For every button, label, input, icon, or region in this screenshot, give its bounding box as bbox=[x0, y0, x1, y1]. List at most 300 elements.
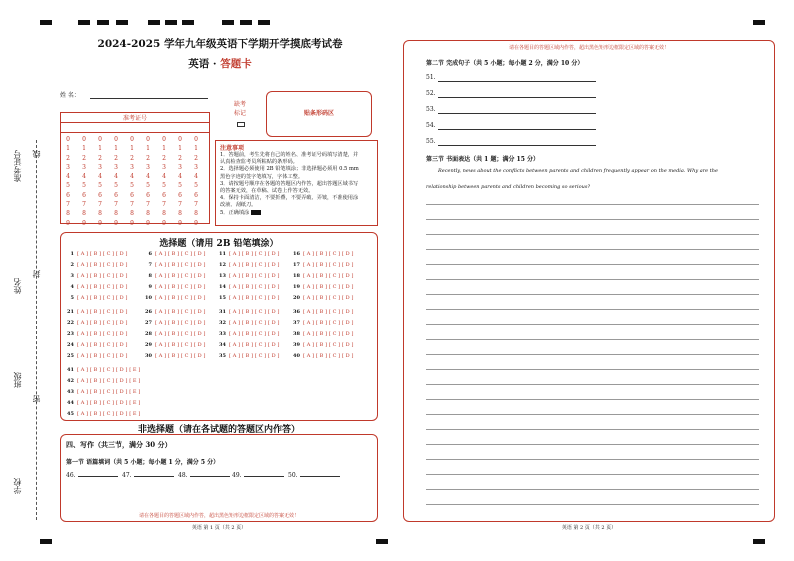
essay-line bbox=[426, 459, 759, 460]
digit: 1 bbox=[114, 145, 118, 153]
part2-title: 第二节 完成句子（共 5 小题；每小题 2 分，满分 10 分） bbox=[426, 60, 584, 67]
mc-row[interactable] bbox=[142, 284, 206, 290]
sentence-51[interactable] bbox=[426, 74, 436, 81]
digit: 4 bbox=[66, 173, 70, 181]
mc-row[interactable] bbox=[290, 331, 354, 337]
mc-row[interactable] bbox=[64, 389, 140, 395]
q-options: [ A ] [ B ] [ C ] [ D ] bbox=[303, 353, 354, 359]
mc-row[interactable] bbox=[290, 262, 354, 268]
writing-prompt-line1: Recently, news about the conflicts between parents and children frequently appear on the media. Why are the bbox=[438, 168, 718, 174]
q-options: [ A ] [ B ] [ C ] [ D ] bbox=[155, 284, 206, 290]
q-options: [ A ] [ B ] [ C ] [ D ] bbox=[229, 295, 280, 301]
q-num: 5 bbox=[70, 295, 74, 301]
mc-row[interactable] bbox=[216, 284, 280, 290]
mc-row[interactable] bbox=[216, 331, 280, 337]
blank-48[interactable] bbox=[178, 472, 230, 479]
digit: 3 bbox=[98, 163, 102, 171]
digit: 8 bbox=[114, 210, 118, 218]
essay-line bbox=[426, 444, 759, 445]
registration-mark bbox=[165, 20, 177, 25]
digit: 8 bbox=[98, 210, 102, 218]
digit: 6 bbox=[194, 191, 198, 199]
mc-row[interactable] bbox=[216, 342, 280, 348]
digit-column[interactable] bbox=[143, 135, 153, 228]
q-options: [ A ] [ B ] [ C ] [ D ] bbox=[303, 262, 354, 268]
q-options: [ A ] [ B ] [ C ] [ D ] bbox=[303, 320, 354, 326]
absent-label: 缺考标记 bbox=[234, 101, 247, 117]
blank-num: 47. bbox=[122, 472, 132, 479]
q-options: [ A ] [ B ] [ C ] [ D ] bbox=[303, 251, 354, 257]
digit: 7 bbox=[194, 201, 198, 209]
sentence-num: 53. bbox=[426, 106, 436, 113]
q-num: 25 bbox=[67, 353, 74, 359]
subtitle-suffix: 答题卡 bbox=[220, 58, 252, 70]
page-title: 2024-2025 学年九年级英语下学期开学摸底考试卷 bbox=[97, 38, 343, 50]
writing-section-title: 四、写作（共三节，满分 30 分） bbox=[66, 440, 172, 449]
digit: 6 bbox=[130, 191, 134, 199]
q-num: 3 bbox=[70, 273, 74, 279]
sentence-line bbox=[438, 81, 596, 82]
q-num: 9 bbox=[148, 284, 152, 290]
digit-column[interactable] bbox=[95, 135, 105, 228]
mc-row[interactable] bbox=[64, 331, 128, 337]
blank-49[interactable] bbox=[232, 472, 284, 479]
q-num: 45 bbox=[67, 411, 74, 417]
digit: 7 bbox=[178, 201, 182, 209]
digit: 4 bbox=[194, 173, 198, 181]
registration-mark bbox=[148, 20, 160, 25]
side-label-seal2: 密 bbox=[32, 395, 41, 403]
digit: 1 bbox=[82, 145, 86, 153]
q-options: [ A ] [ B ] [ C ] [ D ] bbox=[303, 284, 354, 290]
sentence-num: 52. bbox=[426, 90, 436, 97]
essay-line bbox=[426, 324, 759, 325]
note-line: 3．请按题号顺序在各题的答题区内作答，超出答题区域书写 bbox=[220, 180, 359, 187]
registration-mark bbox=[753, 539, 765, 544]
q-num: 40 bbox=[293, 353, 300, 359]
page1-warning: 请在各题目的答题区域内作答，超出黑色矩形边框限定区域的答案无效！ bbox=[138, 513, 299, 519]
q-options: [ A ] [ B ] [ C ] [ D ] bbox=[77, 251, 128, 257]
digit: 0 bbox=[114, 136, 118, 143]
digit: 2 bbox=[130, 154, 134, 162]
q-num: 43 bbox=[67, 389, 74, 395]
side-label-line: 线 bbox=[32, 150, 41, 158]
q-num: 12 bbox=[219, 262, 226, 268]
blank-line bbox=[244, 476, 284, 477]
sentence-line bbox=[438, 129, 596, 130]
registration-mark bbox=[376, 539, 388, 544]
registration-mark bbox=[182, 20, 194, 25]
part1-title: 第一节 语篇填词（共 5 小题；每小题 1 分，满分 5 分） bbox=[66, 459, 220, 466]
q-options: [ A ] [ B ] [ C ] [ D ] bbox=[155, 331, 206, 337]
mc-row[interactable] bbox=[216, 273, 280, 279]
mc-row[interactable] bbox=[64, 320, 128, 326]
sentence-53[interactable] bbox=[426, 106, 436, 113]
mc-row[interactable] bbox=[64, 400, 140, 406]
essay-line bbox=[426, 294, 759, 295]
digit: 1 bbox=[146, 145, 150, 153]
digit: 0 bbox=[194, 136, 198, 143]
q-options: [ A ] [ B ] [ C ] [ D ] bbox=[155, 262, 206, 268]
mc-row[interactable] bbox=[64, 284, 128, 290]
digit: 8 bbox=[162, 210, 166, 218]
digit: 5 bbox=[66, 182, 70, 190]
q-options: [ A ] [ B ] [ C ] [ D ] bbox=[155, 251, 206, 257]
mc-row[interactable] bbox=[64, 262, 128, 268]
subtitle-prefix: 英语 bbox=[188, 58, 210, 70]
mc-row[interactable] bbox=[216, 320, 280, 326]
mc-row[interactable] bbox=[64, 353, 128, 359]
digit: 9 bbox=[114, 219, 118, 227]
ticket-number-label: 准考证号 bbox=[122, 115, 147, 122]
q-options: [ A ] [ B ] [ C ] [ D ] bbox=[229, 251, 280, 257]
mc-row[interactable] bbox=[64, 295, 128, 301]
blank-line bbox=[190, 476, 230, 477]
page2-warning: 请在各题目的答题区域内作答，超出黑色矩形边框限定区域的答案无效！ bbox=[508, 45, 669, 51]
digit: 9 bbox=[82, 219, 86, 227]
blank-num: 46. bbox=[66, 472, 76, 479]
q-options: [ A ] [ B ] [ C ] [ D ] [ E ] bbox=[77, 400, 141, 406]
mc-row[interactable] bbox=[64, 273, 128, 279]
registration-mark bbox=[240, 20, 252, 25]
digit: 4 bbox=[146, 173, 150, 181]
digit-column[interactable] bbox=[127, 135, 137, 228]
q-options: [ A ] [ B ] [ C ] [ D ] bbox=[77, 309, 128, 315]
registration-mark bbox=[78, 20, 90, 25]
digit: 1 bbox=[162, 145, 166, 153]
mc-row[interactable] bbox=[290, 320, 354, 326]
mc-row[interactable] bbox=[216, 295, 280, 301]
q-options: [ A ] [ B ] [ C ] [ D ] bbox=[229, 284, 280, 290]
digit: 0 bbox=[178, 136, 182, 143]
digit: 3 bbox=[146, 163, 150, 171]
essay-line bbox=[426, 399, 759, 400]
digit: 2 bbox=[162, 154, 166, 162]
digit: 6 bbox=[66, 191, 70, 199]
mc-row[interactable] bbox=[142, 251, 206, 257]
q-options: [ A ] [ B ] [ C ] [ D ] bbox=[229, 309, 280, 315]
digit: 5 bbox=[178, 182, 182, 190]
digit-column[interactable] bbox=[79, 135, 89, 228]
essay-line bbox=[426, 354, 759, 355]
sentence-num: 55. bbox=[426, 138, 436, 145]
note-line: 认真检查监考员所粘贴的条形码。 bbox=[220, 159, 298, 166]
q-num: 14 bbox=[219, 284, 226, 290]
digit: 6 bbox=[146, 191, 150, 199]
q-num: 41 bbox=[67, 367, 74, 373]
mc-row[interactable] bbox=[142, 295, 206, 301]
digit: 5 bbox=[130, 182, 134, 190]
mc-row[interactable] bbox=[290, 273, 354, 279]
mc-row[interactable] bbox=[216, 262, 280, 268]
q-num: 18 bbox=[293, 273, 300, 279]
note-line: 黑色字迹的签字笔填写，字体工整。 bbox=[220, 173, 304, 180]
q-num: 11 bbox=[219, 251, 226, 257]
q-num: 36 bbox=[293, 309, 300, 315]
note-line: 改液、刮纸刀。 bbox=[220, 202, 257, 209]
digit: 2 bbox=[98, 154, 102, 162]
subtitle-dot: · bbox=[209, 58, 221, 70]
q-num: 39 bbox=[293, 342, 300, 348]
q-options: [ A ] [ B ] [ C ] [ D ] bbox=[155, 353, 206, 359]
mc-row[interactable] bbox=[64, 367, 140, 373]
q-options: [ A ] [ B ] [ C ] [ D ] bbox=[77, 342, 128, 348]
q-num: 22 bbox=[67, 320, 74, 326]
note-line: 1．答题前，考生先将自己的姓名、准考证号码填写清楚，并 bbox=[220, 152, 359, 158]
blank-line bbox=[78, 476, 118, 477]
sentence-line bbox=[438, 97, 596, 98]
digit: 3 bbox=[114, 163, 118, 171]
digit-column[interactable] bbox=[63, 135, 73, 228]
digit: 0 bbox=[66, 136, 70, 143]
name-field[interactable] bbox=[90, 98, 208, 99]
q-options: [ A ] [ B ] [ C ] [ D ] bbox=[303, 295, 354, 301]
mc-row[interactable] bbox=[142, 331, 206, 337]
blank-num: 48. bbox=[178, 472, 188, 479]
digit: 2 bbox=[114, 154, 118, 162]
mc-row[interactable] bbox=[142, 320, 206, 326]
side-label-school: 学校 bbox=[13, 478, 22, 494]
blank-num: 50. bbox=[288, 472, 298, 479]
registration-mark bbox=[40, 20, 52, 25]
q-num: 17 bbox=[293, 262, 300, 268]
digit: 3 bbox=[66, 163, 70, 171]
digit: 8 bbox=[130, 210, 134, 218]
essay-line bbox=[426, 249, 759, 250]
q-num: 30 bbox=[145, 353, 152, 359]
digit: 7 bbox=[130, 201, 134, 209]
sentence-55[interactable] bbox=[426, 138, 436, 145]
q-num: 4 bbox=[70, 284, 74, 290]
blank-47[interactable] bbox=[122, 472, 174, 479]
q-options: [ A ] [ B ] [ C ] [ D ] bbox=[77, 284, 128, 290]
page1-footer: 英语 第 1 页（共 2 页） bbox=[191, 525, 247, 531]
q-num: 8 bbox=[148, 273, 152, 279]
digit: 9 bbox=[130, 219, 134, 227]
sentence-52[interactable] bbox=[426, 90, 436, 97]
q-num: 31 bbox=[219, 309, 226, 315]
note-line: 的答案无效，在草稿、试卷上作答无效。 bbox=[220, 188, 314, 195]
side-label-name: 姓名 bbox=[13, 278, 22, 294]
q-options: [ A ] [ B ] [ C ] [ D ] bbox=[229, 353, 280, 359]
q-options: [ A ] [ B ] [ C ] [ D ] bbox=[303, 342, 354, 348]
sentence-54[interactable] bbox=[426, 122, 436, 129]
blank-50[interactable] bbox=[288, 472, 340, 479]
side-label-ticket: 准考证号 bbox=[13, 150, 22, 182]
q-num: 15 bbox=[219, 295, 226, 301]
registration-mark bbox=[97, 20, 109, 25]
digit: 2 bbox=[66, 154, 70, 162]
digit-column[interactable] bbox=[111, 135, 121, 228]
blank-46[interactable] bbox=[66, 472, 118, 479]
mc-row[interactable] bbox=[142, 309, 206, 315]
q-options: [ A ] [ B ] [ C ] [ D ] bbox=[229, 262, 280, 268]
q-options: [ A ] [ B ] [ C ] [ D ] bbox=[155, 295, 206, 301]
digit: 6 bbox=[98, 191, 102, 199]
registration-mark bbox=[116, 20, 128, 25]
q-options: [ A ] [ B ] [ C ] [ D ] bbox=[303, 309, 354, 315]
essay-line bbox=[426, 219, 759, 220]
mc-row[interactable] bbox=[64, 342, 128, 348]
q-num: 28 bbox=[145, 331, 152, 337]
q-num: 1 bbox=[70, 251, 74, 257]
blank-line bbox=[134, 476, 174, 477]
mc-row[interactable] bbox=[290, 251, 354, 257]
essay-line bbox=[426, 234, 759, 235]
mc-row[interactable] bbox=[290, 284, 354, 290]
digit: 7 bbox=[98, 201, 102, 209]
digit: 7 bbox=[162, 201, 166, 209]
q-num: 29 bbox=[145, 342, 152, 348]
registration-mark bbox=[753, 20, 765, 25]
q-num: 38 bbox=[293, 331, 300, 337]
absent-checkbox[interactable] bbox=[237, 122, 245, 127]
q-num: 24 bbox=[67, 342, 74, 348]
q-num: 16 bbox=[293, 251, 300, 257]
digit: 4 bbox=[114, 173, 118, 181]
q-options: [ A ] [ B ] [ C ] [ D ] bbox=[77, 331, 128, 337]
side-label-seal: 封 bbox=[32, 270, 41, 278]
mc-row[interactable] bbox=[64, 378, 140, 384]
essay-line bbox=[426, 204, 759, 205]
digit: 7 bbox=[114, 201, 118, 209]
mc-row[interactable] bbox=[216, 309, 280, 315]
digit: 0 bbox=[82, 136, 86, 143]
sentence-num: 51. bbox=[426, 74, 436, 81]
q-num: 21 bbox=[67, 309, 74, 315]
digit: 0 bbox=[130, 136, 134, 143]
mc-row[interactable] bbox=[290, 309, 354, 315]
mc-row[interactable] bbox=[216, 353, 280, 359]
essay-line bbox=[426, 384, 759, 385]
digit: 0 bbox=[98, 136, 102, 143]
q-num: 2 bbox=[70, 262, 74, 268]
digit: 4 bbox=[178, 173, 182, 181]
q-num: 33 bbox=[219, 331, 226, 337]
mc-row[interactable] bbox=[290, 295, 354, 301]
essay-line bbox=[426, 504, 759, 505]
page2-footer: 英语 第 2 页（共 2 页） bbox=[561, 525, 617, 531]
q-num: 20 bbox=[293, 295, 300, 301]
digit: 3 bbox=[194, 163, 198, 171]
note-line bbox=[220, 210, 373, 217]
notes-title: 注意事项 bbox=[220, 145, 245, 152]
writing-prompt-line2: relationship between parents and children becoming so serious? bbox=[426, 184, 591, 190]
name-label: 姓 名： bbox=[60, 92, 80, 99]
digit: 9 bbox=[194, 219, 198, 227]
digit: 2 bbox=[194, 154, 198, 162]
digit: 3 bbox=[178, 163, 182, 171]
q-num: 35 bbox=[219, 353, 226, 359]
mc-row[interactable] bbox=[142, 262, 206, 268]
notes-box bbox=[215, 140, 378, 226]
digit: 9 bbox=[146, 219, 150, 227]
digit: 1 bbox=[130, 145, 134, 153]
note-line: 4．保持卡面清洁，不要折叠，不要弄破、弄皱，不准使用涂 bbox=[220, 195, 359, 202]
q-num: 26 bbox=[145, 309, 152, 315]
essay-line bbox=[426, 369, 759, 370]
q-num: 6 bbox=[148, 251, 152, 257]
digit-column[interactable] bbox=[175, 135, 185, 228]
ticket-write-row[interactable] bbox=[60, 122, 210, 133]
digit: 1 bbox=[98, 145, 102, 153]
q-options: [ A ] [ B ] [ C ] [ D ] bbox=[77, 295, 128, 301]
digit: 6 bbox=[82, 191, 86, 199]
q-options: [ A ] [ B ] [ C ] [ D ] bbox=[77, 273, 128, 279]
blank-line bbox=[300, 476, 340, 477]
q-num: 42 bbox=[67, 378, 74, 384]
digit: 5 bbox=[146, 182, 150, 190]
q-options: [ A ] [ B ] [ C ] [ D ] bbox=[155, 309, 206, 315]
q-num: 34 bbox=[219, 342, 226, 348]
correct-fill-label: 5．正确填涂 bbox=[220, 209, 250, 216]
digit: 4 bbox=[130, 173, 134, 181]
digit-column[interactable] bbox=[191, 135, 201, 228]
registration-mark bbox=[258, 20, 270, 25]
essay-line bbox=[426, 489, 759, 490]
digit: 7 bbox=[82, 201, 86, 209]
note-line: 2．选择题必须使用 2B 铅笔填涂；非选择题必须用 0.5 mm bbox=[220, 166, 359, 173]
digit: 7 bbox=[146, 201, 150, 209]
digit: 0 bbox=[146, 136, 150, 143]
digit: 5 bbox=[114, 182, 118, 190]
mc-row[interactable] bbox=[290, 342, 354, 348]
q-options: [ A ] [ B ] [ C ] [ D ] bbox=[77, 320, 128, 326]
digit: 8 bbox=[66, 210, 70, 218]
filled-sample-icon bbox=[251, 210, 261, 215]
mc-row[interactable] bbox=[216, 251, 280, 257]
digit: 9 bbox=[178, 219, 182, 227]
digit: 6 bbox=[114, 191, 118, 199]
blank-num: 49. bbox=[232, 472, 242, 479]
digit: 8 bbox=[178, 210, 182, 218]
q-num: 19 bbox=[293, 284, 300, 290]
q-options: [ A ] [ B ] [ C ] [ D ] bbox=[77, 353, 128, 359]
q-num: 37 bbox=[293, 320, 300, 326]
mc-row[interactable] bbox=[64, 309, 128, 315]
binding-line bbox=[36, 140, 37, 520]
digit: 4 bbox=[98, 173, 102, 181]
card-subtitle bbox=[60, 56, 380, 71]
q-num: 13 bbox=[219, 273, 226, 279]
digit: 2 bbox=[82, 154, 86, 162]
digit: 3 bbox=[130, 163, 134, 171]
digit: 5 bbox=[98, 182, 102, 190]
essay-line bbox=[426, 339, 759, 340]
digit: 3 bbox=[162, 163, 166, 171]
digit-column[interactable] bbox=[159, 135, 169, 228]
q-options: [ A ] [ B ] [ C ] [ D ] [ E ] bbox=[77, 378, 141, 384]
barcode-area bbox=[266, 91, 372, 137]
q-num: 27 bbox=[145, 320, 152, 326]
digit: 3 bbox=[82, 163, 86, 171]
sentence-line bbox=[438, 113, 596, 114]
mc-row[interactable] bbox=[142, 342, 206, 348]
digit: 1 bbox=[66, 145, 70, 153]
q-options: [ A ] [ B ] [ C ] [ D ] bbox=[77, 262, 128, 268]
mc-row[interactable] bbox=[142, 273, 206, 279]
digit: 9 bbox=[162, 219, 166, 227]
mc-row[interactable] bbox=[290, 353, 354, 359]
mc-row[interactable] bbox=[64, 251, 128, 257]
digit: 8 bbox=[146, 210, 150, 218]
mc-row[interactable] bbox=[142, 353, 206, 359]
registration-mark bbox=[222, 20, 234, 25]
mc-row[interactable] bbox=[64, 411, 140, 417]
essay-line bbox=[426, 414, 759, 415]
q-options: [ A ] [ B ] [ C ] [ D ] bbox=[155, 273, 206, 279]
digit: 9 bbox=[98, 219, 102, 227]
